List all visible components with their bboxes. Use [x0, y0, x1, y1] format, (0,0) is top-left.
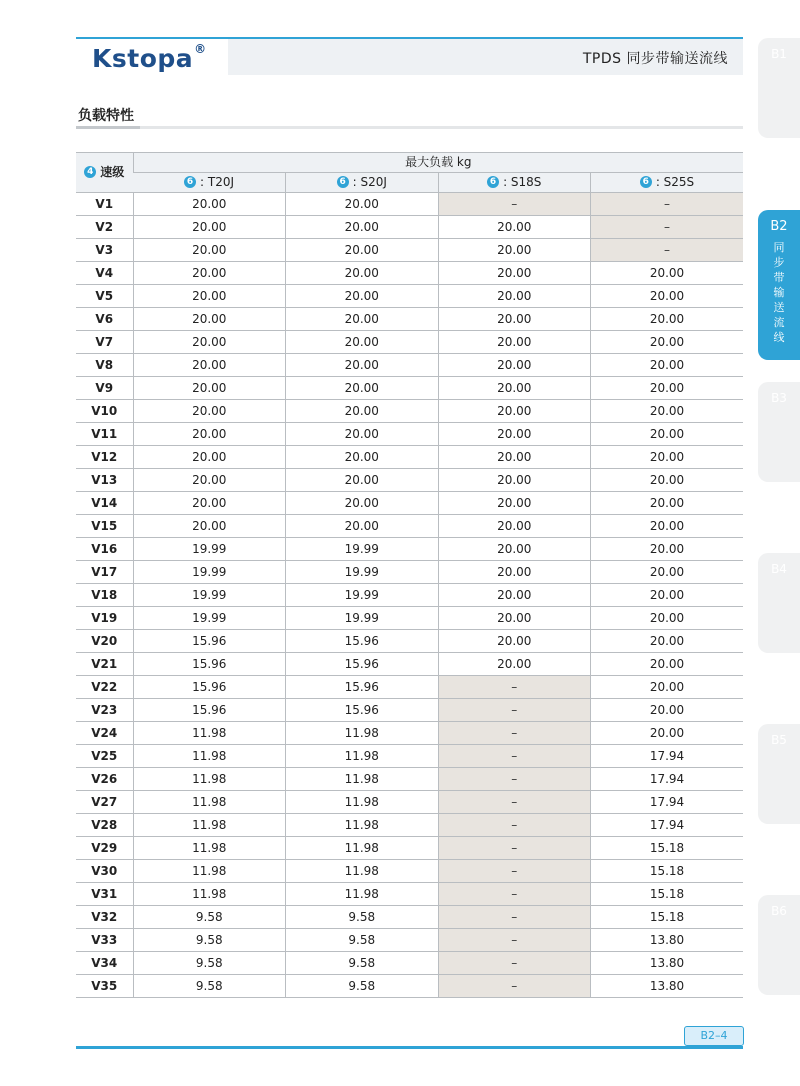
load-value-cell: 20.00 — [438, 331, 591, 354]
load-value-cell: 11.98 — [133, 745, 286, 768]
load-value-cell: 20.00 — [133, 400, 286, 423]
speed-cell: V34 — [76, 952, 133, 975]
load-value-cell: 20.00 — [438, 308, 591, 331]
load-value-cell: 20.00 — [591, 446, 744, 469]
column-header-t20j — [133, 173, 286, 193]
load-value-cell: 20.00 — [591, 584, 744, 607]
load-value-cell: – — [438, 975, 591, 998]
load-value-cell: 20.00 — [133, 308, 286, 331]
max-load-group-header: 最大负载 kg — [133, 153, 743, 173]
load-value-cell: 15.96 — [133, 630, 286, 653]
load-value-cell: – — [438, 814, 591, 837]
load-value-cell: 15.96 — [286, 630, 439, 653]
speed-cell: V10 — [76, 400, 133, 423]
speed-cell: V6 — [76, 308, 133, 331]
speed-header-label: 速级 — [100, 165, 125, 179]
column-header-s25s — [591, 173, 744, 193]
load-value-cell: 11.98 — [133, 722, 286, 745]
speed-cell: V7 — [76, 331, 133, 354]
table-row — [76, 837, 743, 860]
load-value-cell: 20.00 — [438, 216, 591, 239]
load-table-body — [76, 193, 743, 998]
speed-cell: V29 — [76, 837, 133, 860]
side-tab-code: B1 — [771, 47, 787, 61]
load-value-cell: 20.00 — [591, 400, 744, 423]
load-value-cell: 20.00 — [286, 492, 439, 515]
speed-cell: V32 — [76, 906, 133, 929]
table-row — [76, 492, 743, 515]
side-tab-code: B5 — [771, 733, 787, 747]
speed-cell: V35 — [76, 975, 133, 998]
circled-number-icon: 6 — [487, 176, 499, 188]
speed-cell: V21 — [76, 653, 133, 676]
load-value-cell: 19.99 — [133, 607, 286, 630]
speed-cell: V8 — [76, 354, 133, 377]
load-value-cell: 20.00 — [133, 469, 286, 492]
load-value-cell: – — [438, 860, 591, 883]
load-value-cell: 20.00 — [438, 515, 591, 538]
load-value-cell: 20.00 — [591, 607, 744, 630]
load-value-cell: 9.58 — [286, 906, 439, 929]
load-value-cell: 19.99 — [286, 584, 439, 607]
table-row — [76, 446, 743, 469]
column-header-s20j — [286, 173, 439, 193]
circled-number-icon: 4 — [84, 166, 96, 178]
table-row — [76, 653, 743, 676]
load-value-cell: 19.99 — [133, 561, 286, 584]
speed-cell: V31 — [76, 883, 133, 906]
load-value-cell: 17.94 — [591, 814, 744, 837]
load-value-cell: 15.18 — [591, 906, 744, 929]
table-row — [76, 883, 743, 906]
table-row — [76, 860, 743, 883]
load-value-cell: 20.00 — [591, 722, 744, 745]
load-value-cell: 20.00 — [286, 515, 439, 538]
brand-logo — [92, 44, 207, 73]
column-label: : T20J — [200, 175, 234, 189]
load-value-cell: 20.00 — [286, 446, 439, 469]
load-value-cell: 20.00 — [438, 607, 591, 630]
table-row — [76, 262, 743, 285]
table-row — [76, 331, 743, 354]
column-label: : S20J — [352, 175, 387, 189]
load-value-cell: 11.98 — [286, 860, 439, 883]
load-value-cell: 9.58 — [133, 929, 286, 952]
table-row — [76, 607, 743, 630]
load-value-cell: – — [438, 699, 591, 722]
load-value-cell: 20.00 — [438, 492, 591, 515]
load-value-cell: 15.96 — [133, 699, 286, 722]
table-row — [76, 423, 743, 446]
speed-cell: V27 — [76, 791, 133, 814]
load-value-cell: 20.00 — [438, 630, 591, 653]
load-value-cell: 11.98 — [133, 883, 286, 906]
speed-cell: V15 — [76, 515, 133, 538]
load-value-cell: 20.00 — [286, 469, 439, 492]
load-value-cell: 20.00 — [438, 239, 591, 262]
load-value-cell: 11.98 — [133, 860, 286, 883]
table-row — [76, 791, 743, 814]
load-value-cell: 17.94 — [591, 768, 744, 791]
table-row — [76, 768, 743, 791]
load-value-cell: – — [591, 193, 744, 216]
load-value-cell: 20.00 — [591, 676, 744, 699]
side-tab-b5[interactable] — [758, 724, 800, 824]
table-row — [76, 308, 743, 331]
load-value-cell: 20.00 — [438, 584, 591, 607]
table-row — [76, 239, 743, 262]
load-value-cell: – — [438, 193, 591, 216]
load-value-cell: 20.00 — [438, 400, 591, 423]
load-value-cell: 15.96 — [286, 676, 439, 699]
circled-number-icon: 6 — [184, 176, 196, 188]
load-value-cell: – — [438, 791, 591, 814]
speed-cell: V13 — [76, 469, 133, 492]
column-header-s18s — [438, 173, 591, 193]
load-value-cell: 20.00 — [591, 262, 744, 285]
footer-rule — [76, 1046, 743, 1049]
load-value-cell: 20.00 — [591, 377, 744, 400]
side-tab-b3[interactable] — [758, 382, 800, 482]
table-row — [76, 561, 743, 584]
load-value-cell: – — [438, 906, 591, 929]
table-row — [76, 630, 743, 653]
speed-cell: V20 — [76, 630, 133, 653]
load-value-cell: 20.00 — [438, 561, 591, 584]
table-row — [76, 722, 743, 745]
load-value-cell: – — [438, 745, 591, 768]
speed-cell: V30 — [76, 860, 133, 883]
speed-cell: V11 — [76, 423, 133, 446]
load-value-cell: 20.00 — [591, 699, 744, 722]
table-row — [76, 377, 743, 400]
load-value-cell: – — [438, 929, 591, 952]
load-value-cell: 20.00 — [591, 354, 744, 377]
load-value-cell: 20.00 — [591, 653, 744, 676]
speed-cell: V25 — [76, 745, 133, 768]
load-value-cell: 19.99 — [286, 561, 439, 584]
load-value-cell: – — [438, 722, 591, 745]
side-tab-code: B4 — [771, 562, 787, 576]
registered-mark: ® — [194, 42, 207, 56]
load-value-cell: 20.00 — [438, 354, 591, 377]
load-value-cell: 20.00 — [591, 515, 744, 538]
load-value-cell: 20.00 — [286, 239, 439, 262]
load-value-cell: 17.94 — [591, 745, 744, 768]
load-value-cell: 20.00 — [133, 331, 286, 354]
load-value-cell: 13.80 — [591, 929, 744, 952]
speed-column-header — [76, 153, 133, 193]
load-value-cell: 19.99 — [286, 538, 439, 561]
load-value-cell: 15.18 — [591, 837, 744, 860]
load-value-cell: – — [438, 676, 591, 699]
table-row — [76, 952, 743, 975]
load-value-cell: 11.98 — [133, 791, 286, 814]
load-value-cell: 20.00 — [133, 216, 286, 239]
speed-cell: V28 — [76, 814, 133, 837]
load-value-cell: 20.00 — [133, 446, 286, 469]
load-value-cell: 20.00 — [133, 239, 286, 262]
load-value-cell: 15.18 — [591, 860, 744, 883]
speed-cell: V22 — [76, 676, 133, 699]
load-value-cell: 20.00 — [438, 285, 591, 308]
load-value-cell: 11.98 — [133, 814, 286, 837]
load-value-cell: 20.00 — [286, 216, 439, 239]
load-value-cell: 20.00 — [591, 561, 744, 584]
load-table — [76, 152, 743, 998]
side-tab-code: B6 — [771, 904, 787, 918]
table-row — [76, 906, 743, 929]
load-value-cell: 20.00 — [286, 308, 439, 331]
load-value-cell: 15.18 — [591, 883, 744, 906]
table-row — [76, 216, 743, 239]
load-value-cell: 17.94 — [591, 791, 744, 814]
load-value-cell: 20.00 — [286, 423, 439, 446]
speed-cell: V12 — [76, 446, 133, 469]
load-value-cell: 20.00 — [438, 653, 591, 676]
load-value-cell: 20.00 — [286, 262, 439, 285]
side-tab-b4[interactable] — [758, 553, 800, 653]
speed-cell: V17 — [76, 561, 133, 584]
load-value-cell: 15.96 — [286, 699, 439, 722]
load-value-cell: 19.99 — [133, 584, 286, 607]
speed-cell: V14 — [76, 492, 133, 515]
column-label: : S25S — [655, 175, 695, 189]
table-row — [76, 193, 743, 216]
speed-cell: V33 — [76, 929, 133, 952]
side-tab-label: 同步带输送流线 — [773, 241, 785, 344]
side-tab-b6[interactable] — [758, 895, 800, 995]
load-value-cell: 15.96 — [133, 653, 286, 676]
load-value-cell: 9.58 — [133, 975, 286, 998]
load-value-cell: 20.00 — [591, 630, 744, 653]
load-value-cell: 20.00 — [438, 262, 591, 285]
load-value-cell: 11.98 — [133, 768, 286, 791]
load-value-cell: 20.00 — [286, 377, 439, 400]
load-value-cell: 11.98 — [286, 768, 439, 791]
circled-number-icon: 6 — [640, 176, 652, 188]
load-value-cell: 11.98 — [286, 791, 439, 814]
table-row — [76, 285, 743, 308]
load-value-cell: 11.98 — [286, 883, 439, 906]
speed-cell: V4 — [76, 262, 133, 285]
load-value-cell: – — [438, 883, 591, 906]
load-value-cell: 20.00 — [286, 354, 439, 377]
load-value-cell: 20.00 — [591, 469, 744, 492]
load-value-cell: 20.00 — [286, 285, 439, 308]
load-value-cell: 11.98 — [286, 814, 439, 837]
load-value-cell: 20.00 — [438, 377, 591, 400]
brand-name: Kstopa — [92, 44, 194, 73]
section-title: 负载特性 — [78, 108, 134, 124]
load-value-cell: 20.00 — [591, 492, 744, 515]
load-value-cell: 20.00 — [438, 469, 591, 492]
load-value-cell: 11.98 — [133, 837, 286, 860]
load-value-cell: 19.99 — [133, 538, 286, 561]
section-underline-accent — [76, 126, 140, 129]
speed-cell: V19 — [76, 607, 133, 630]
speed-cell: V24 — [76, 722, 133, 745]
load-value-cell: 15.96 — [286, 653, 439, 676]
speed-cell: V23 — [76, 699, 133, 722]
load-value-cell: 20.00 — [133, 285, 286, 308]
load-value-cell: 20.00 — [591, 285, 744, 308]
circled-number-icon: 6 — [337, 176, 349, 188]
table-row — [76, 975, 743, 998]
load-value-cell: 11.98 — [286, 722, 439, 745]
load-value-cell: 13.80 — [591, 952, 744, 975]
load-value-cell: – — [438, 952, 591, 975]
speed-cell: V5 — [76, 285, 133, 308]
load-value-cell: 9.58 — [286, 975, 439, 998]
load-value-cell: – — [438, 768, 591, 791]
speed-cell: V18 — [76, 584, 133, 607]
table-row — [76, 814, 743, 837]
load-value-cell: 19.99 — [286, 607, 439, 630]
table-row — [76, 400, 743, 423]
load-value-cell: 20.00 — [286, 331, 439, 354]
load-value-cell: – — [438, 837, 591, 860]
load-value-cell: 13.80 — [591, 975, 744, 998]
load-value-cell: 20.00 — [133, 354, 286, 377]
load-value-cell: 20.00 — [438, 446, 591, 469]
load-value-cell: 20.00 — [133, 492, 286, 515]
table-row — [76, 745, 743, 768]
table-row — [76, 699, 743, 722]
load-value-cell: 20.00 — [438, 538, 591, 561]
load-value-cell: 20.00 — [591, 331, 744, 354]
load-value-cell: 20.00 — [591, 423, 744, 446]
table-row — [76, 469, 743, 492]
speed-cell: V3 — [76, 239, 133, 262]
load-value-cell: 11.98 — [286, 745, 439, 768]
load-value-cell: – — [591, 216, 744, 239]
load-value-cell: 20.00 — [133, 515, 286, 538]
side-tab-b2[interactable] — [758, 210, 800, 360]
side-tab-code: B3 — [771, 391, 787, 405]
load-value-cell: 20.00 — [133, 193, 286, 216]
table-row — [76, 584, 743, 607]
load-value-cell: 15.96 — [133, 676, 286, 699]
table-row — [76, 929, 743, 952]
side-tab-code: B2 — [770, 219, 788, 234]
section-underline — [76, 126, 743, 129]
speed-cell: V16 — [76, 538, 133, 561]
table-row — [76, 515, 743, 538]
header-title: TPDS 同步带输送流线 — [582, 51, 728, 67]
load-value-cell: – — [591, 239, 744, 262]
load-value-cell: 20.00 — [591, 538, 744, 561]
speed-cell: V1 — [76, 193, 133, 216]
side-tab-b1[interactable] — [758, 38, 800, 138]
load-value-cell: 20.00 — [133, 377, 286, 400]
load-value-cell: 11.98 — [286, 837, 439, 860]
speed-cell: V9 — [76, 377, 133, 400]
page-number-badge: B2–4 — [684, 1026, 744, 1046]
load-value-cell: 9.58 — [286, 929, 439, 952]
table-row — [76, 676, 743, 699]
load-value-cell: 9.58 — [286, 952, 439, 975]
load-value-cell: 20.00 — [286, 400, 439, 423]
load-value-cell: 9.58 — [133, 906, 286, 929]
column-label: : S18S — [503, 175, 542, 189]
table-row — [76, 354, 743, 377]
load-value-cell: 20.00 — [438, 423, 591, 446]
table-row — [76, 538, 743, 561]
load-value-cell: 20.00 — [133, 423, 286, 446]
load-value-cell: 20.00 — [591, 308, 744, 331]
load-value-cell: 20.00 — [286, 193, 439, 216]
speed-cell: V26 — [76, 768, 133, 791]
load-value-cell: 20.00 — [133, 262, 286, 285]
load-value-cell: 9.58 — [133, 952, 286, 975]
speed-cell: V2 — [76, 216, 133, 239]
